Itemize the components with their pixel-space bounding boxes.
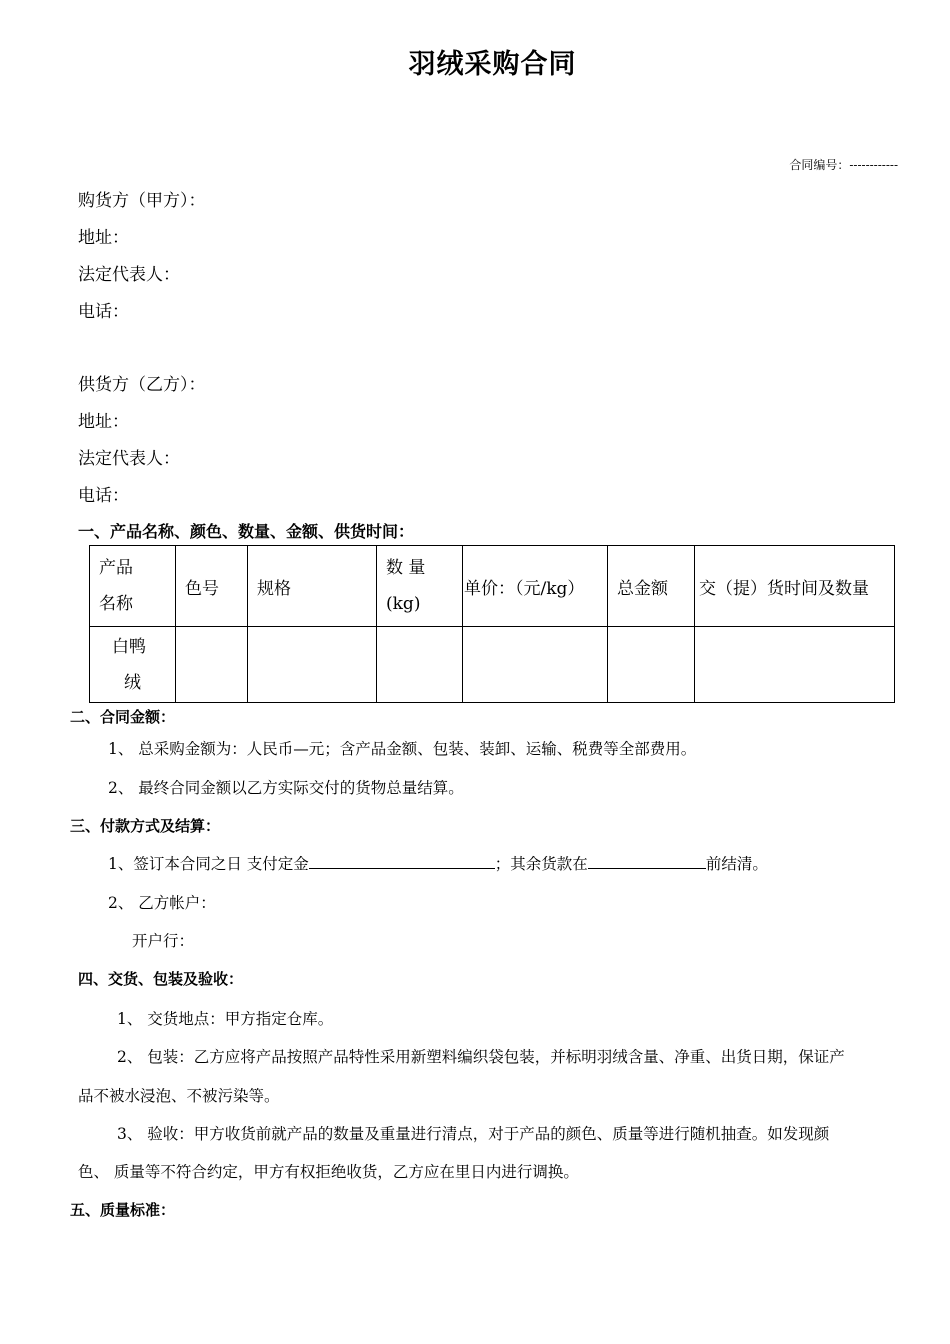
cell-quantity[interactable] <box>377 627 463 703</box>
contract-number-value: ------------ <box>849 158 898 172</box>
cell-product-line1: 白鸭 <box>112 636 146 657</box>
cell-product-line2: 绒 <box>124 672 141 693</box>
header-spec: 规格 <box>248 546 377 627</box>
section2-heading: 二、合同金额： <box>70 708 176 726</box>
section4-item1: 1、 交货地点：甲方指定仓库。 <box>117 1010 334 1028</box>
section1-heading: 一、产品名称、颜色、数量、金额、供货时间： <box>78 522 415 541</box>
contract-number <box>789 156 898 173</box>
buyer-address-label: 地址： <box>78 228 129 248</box>
seller-name-label: 供货方（乙方）： <box>78 375 206 395</box>
buyer-phone-label: 电话： <box>78 302 129 322</box>
section3-heading: 三、付款方式及结算： <box>70 817 221 835</box>
header-product-name <box>90 546 176 627</box>
document-title: 羽绒采购合同 <box>408 49 577 80</box>
goods-table <box>89 545 895 703</box>
section4-item3-line1: 3、 验收：甲方收货前就产品的数量及重量进行清点，对于产品的颜色、质量等进行随机抽查。如发现颜 <box>117 1125 830 1143</box>
cell-unit-price[interactable] <box>463 627 608 703</box>
section4-item3-line2: 色、 质量等不符合约定，甲方有权拒绝收货，乙方应在里日内进行调换。 <box>78 1163 579 1181</box>
cell-color[interactable] <box>176 627 248 703</box>
header-product-line1: 产品 <box>99 558 133 578</box>
table-header-row <box>90 546 895 627</box>
section3-item2: 2、 乙方帐户： <box>108 894 216 912</box>
section3-item1-part-a: 1、签订本合同之日 支付定金 <box>108 855 309 873</box>
header-product-line2: 名称 <box>99 594 133 614</box>
contract-number-label: 合同编号： <box>789 158 850 172</box>
header-quantity <box>377 546 463 627</box>
section5-heading: 五、质量标准： <box>70 1201 176 1219</box>
section4-heading: 四、交货、包装及验收： <box>78 970 244 988</box>
section2-item1: 1、 总采购金额为：人民币—元；含产品金额、包装、装卸、运输、税费等全部费用。 <box>108 740 697 758</box>
seller-rep-label: 法定代表人： <box>78 449 180 469</box>
seller-phone-label: 电话： <box>78 486 129 506</box>
header-qty-line1: 数 量 <box>386 558 426 578</box>
header-qty-line2: (kg) <box>386 594 421 614</box>
buyer-name-label: 购货方（甲方）： <box>78 191 206 211</box>
header-color: 色号 <box>176 546 248 627</box>
deposit-amount-blank[interactable] <box>309 853 495 869</box>
section2-item2: 2、 最终合同金额以乙方实际交付的货物总量结算。 <box>108 779 464 797</box>
section3-bank-label: 开户行： <box>132 932 195 950</box>
buyer-rep-label: 法定代表人： <box>78 265 180 285</box>
header-delivery: 交（提）货时间及数量 <box>695 546 895 627</box>
section3-item1 <box>108 852 768 874</box>
cell-total[interactable] <box>608 627 695 703</box>
section3-item1-part-c: 前结清。 <box>705 855 768 873</box>
section3-item1-part-b: ；其余货款在 <box>494 855 588 873</box>
cell-spec[interactable] <box>248 627 377 703</box>
table-row <box>90 627 895 703</box>
seller-address-label: 地址： <box>78 412 129 432</box>
section4-item2-line1: 2、 包装：乙方应将产品按照产品特性采用新塑料编织袋包装，并标明羽绒含量、净重、出货日期，保证产 <box>117 1048 845 1066</box>
header-unit-price: 单价：（元/kg） <box>463 546 608 627</box>
balance-due-blank[interactable] <box>588 853 706 869</box>
cell-product-name <box>90 627 176 703</box>
cell-delivery[interactable] <box>695 627 895 703</box>
section4-item2-line2: 品不被水浸泡、不被污染等。 <box>78 1087 280 1105</box>
header-total: 总金额 <box>608 546 695 627</box>
